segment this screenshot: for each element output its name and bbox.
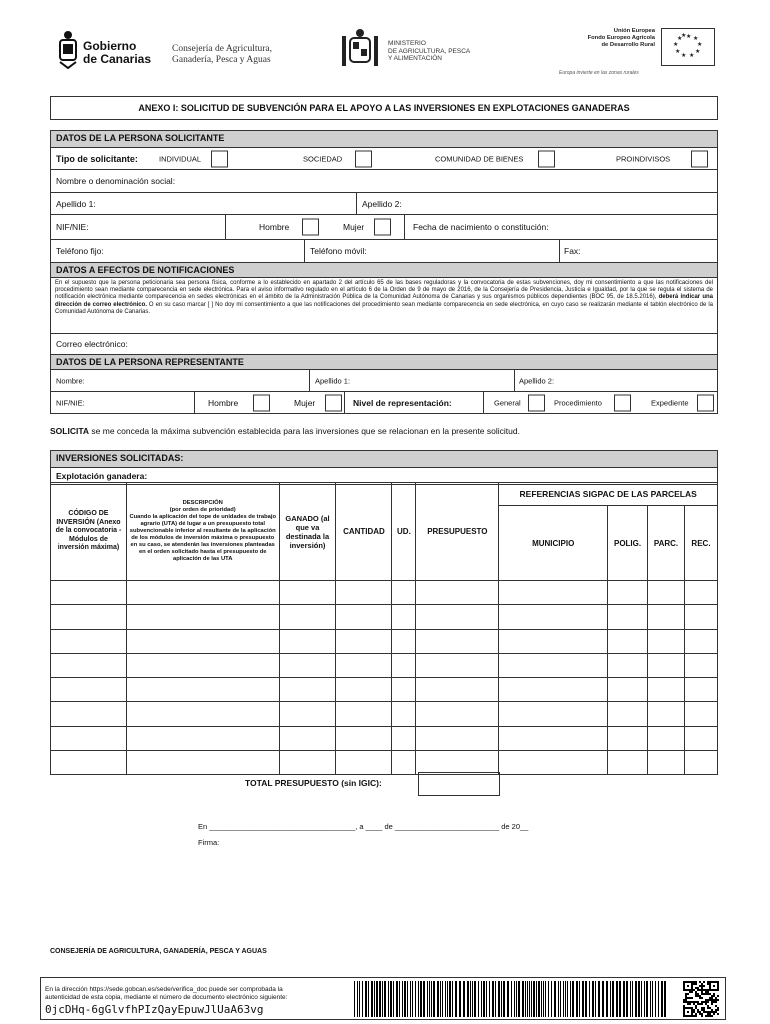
- nombre-field[interactable]: [51, 169, 717, 192]
- table-cell[interactable]: [608, 702, 648, 726]
- document-code: 0jcDHq-6gGlvfhPIzQayEpuwJlUaA63vg: [45, 1003, 264, 1016]
- table-cell[interactable]: [392, 751, 416, 775]
- table-cell[interactable]: [51, 702, 127, 726]
- eu-motto: Europa invierte en las zonas rurales: [559, 70, 639, 76]
- col-ganado: GANADO (al que va destinada la inversión): [279, 483, 336, 581]
- individual-checkbox[interactable]: [211, 150, 228, 167]
- canarias-coat-of-arms-icon: [56, 30, 80, 70]
- procedimiento-checkbox[interactable]: [614, 394, 631, 411]
- eu-flag-icon: [661, 28, 715, 66]
- table-cell[interactable]: [126, 653, 279, 677]
- rep-apellido1-label: Apellido 1:: [315, 376, 351, 385]
- footer-consejeria: CONSEJERÍA DE AGRICULTURA, GANADERÍA, PESCA Y AGUAS: [50, 948, 267, 955]
- table-cell[interactable]: [126, 581, 279, 605]
- movil-label: Teléfono móvil:: [310, 246, 367, 256]
- table-cell[interactable]: [279, 605, 336, 629]
- table-cell[interactable]: [648, 678, 685, 702]
- lugar-fecha-line: En ___________________________________, a ____ de _________________________ de 20__: [198, 822, 529, 831]
- table-cell[interactable]: [392, 702, 416, 726]
- verification-box: [40, 977, 726, 1020]
- table-cell[interactable]: [392, 726, 416, 750]
- table-cell[interactable]: [279, 726, 336, 750]
- notificaciones-text: En el supuesto que la persona peticionaria sea persona física, conforme a lo establecido en apartado 2 del artículo 65 de las bases reguladoras y la convocatoria de estas subvenciones, doy mi consentimiento a que las notificaciones del procedimiento sean mediante comparecencia en sede electrónica. Para el aviso informativo regulado en el artículo 6 de la Orden de 9 de mayo de 2016, de la Consejería de Presidencia, Justicia e Igualdad, por la que se regula el sistema de notificación electrónica mediante comparecencia en sedes electrónicas en el ámbito de la Administración Pública de la Comunidad Autónoma de Canarias y sus organismos públicos dependientes (BOC 95, de 18.5.2016), deberá indicar una dirección de correo electrónico. O en su caso marcar [ ] No doy mi consentimiento a que las notificaciones del procedimiento sean mediante comparecencia en sede electrónica, en cuyo caso se realizarán mediante el tablón electrónico de la Comunidad Autónoma de Canarias.: [51, 277, 717, 333]
- rep-hombre-label: Hombre: [208, 397, 239, 408]
- table-cell[interactable]: [608, 726, 648, 750]
- table-cell[interactable]: [336, 726, 392, 750]
- col-presupuesto: PRESUPUESTO: [416, 483, 499, 581]
- table-cell[interactable]: [51, 653, 127, 677]
- form-title: ANEXO I: SOLICITUD DE SUBVENCIÓN PARA EL APOYO A LAS INVERSIONES EN EXPLOTACIONES GANADERAS: [138, 103, 630, 113]
- telefono-label: Teléfono fijo:: [56, 246, 104, 256]
- spain-coat-of-arms-icon: [340, 28, 380, 72]
- proindivisos-checkbox[interactable]: [691, 150, 708, 167]
- table-cell[interactable]: [648, 653, 685, 677]
- procedimiento-label: Procedimiento: [554, 398, 602, 407]
- nivel-label: Nivel de representación:: [353, 397, 452, 408]
- barcode-icon: [354, 981, 669, 1017]
- table-cell[interactable]: [392, 629, 416, 653]
- table-cell[interactable]: [126, 629, 279, 653]
- table-cell[interactable]: [51, 629, 127, 653]
- firma-label: Firma:: [198, 838, 220, 847]
- table-cell[interactable]: [608, 678, 648, 702]
- table-cell[interactable]: [499, 653, 608, 677]
- table-cell[interactable]: [648, 581, 685, 605]
- sigpac-header: REFERENCIAS SIGPAC DE LAS PARCELAS: [499, 483, 718, 506]
- table-cell[interactable]: [126, 726, 279, 750]
- table-row: [51, 605, 718, 629]
- table-row: [51, 653, 718, 677]
- correo-label: Correo electrónico:: [56, 339, 128, 349]
- gov-name-line1: Gobierno: [83, 39, 137, 53]
- comunidad-label: COMUNIDAD DE BIENES: [435, 154, 524, 163]
- section-solicitante: DATOS DE LA PERSONA SOLICITANTE: [51, 131, 717, 147]
- table-cell[interactable]: [416, 678, 499, 702]
- svg-text:★: ★: [695, 48, 701, 55]
- rep-hombre-checkbox[interactable]: [253, 394, 270, 411]
- col-codigo: CÓDIGO DE INVERSIÓN (Anexo de la convocatoria - Módulos de inversión máxima): [51, 483, 127, 581]
- table-cell[interactable]: [608, 629, 648, 653]
- table-cell[interactable]: [51, 581, 127, 605]
- comunidad-checkbox[interactable]: [538, 150, 555, 167]
- table-cell[interactable]: [279, 581, 336, 605]
- eu-line2: Fondo Europeo Agrícola: [587, 35, 655, 41]
- apellido1-label: Apellido 1:: [56, 198, 96, 209]
- table-cell[interactable]: [336, 581, 392, 605]
- table-cell[interactable]: [684, 605, 717, 629]
- gobierno-canarias-logo: [56, 30, 156, 70]
- gov-name-line2: de Canarias: [83, 52, 152, 66]
- verify-line2: autenticidad de esta copia, mediante el número de documento electrónico siguiente:: [45, 993, 288, 1001]
- total-presupuesto-field[interactable]: [418, 772, 500, 796]
- section-inversiones: INVERSIONES SOLICITADAS:: [51, 451, 717, 467]
- table-cell[interactable]: [499, 751, 608, 775]
- table-cell[interactable]: [499, 702, 608, 726]
- table-cell[interactable]: [684, 678, 717, 702]
- table-cell[interactable]: [126, 605, 279, 629]
- table-cell[interactable]: [416, 702, 499, 726]
- proindivisos-label: PROINDIVISOS: [616, 154, 671, 163]
- col-cantidad: CANTIDAD: [336, 483, 392, 581]
- table-cell[interactable]: [416, 726, 499, 750]
- rep-nif-label: NIF/NIE:: [56, 398, 85, 407]
- table-cell[interactable]: [126, 702, 279, 726]
- fecha-label: Fecha de nacimiento o constitución:: [413, 222, 549, 232]
- table-cell[interactable]: [336, 629, 392, 653]
- table-cell[interactable]: [416, 581, 499, 605]
- hombre-label: Hombre: [259, 222, 290, 232]
- individual-label: INDIVIDUAL: [159, 154, 202, 163]
- table-cell[interactable]: [648, 726, 685, 750]
- table-cell[interactable]: [416, 629, 499, 653]
- correo-field[interactable]: [51, 333, 717, 354]
- table-cell[interactable]: [684, 581, 717, 605]
- table-row: [51, 702, 718, 726]
- col-municipio: MUNICIPIO: [499, 506, 608, 581]
- section-representante: DATOS DE LA PERSONA REPRESENTANTE: [51, 354, 717, 369]
- rep-mujer-label: Mujer: [294, 397, 316, 408]
- total-presupuesto-label: TOTAL PRESUPUESTO (sin IGIC):: [245, 778, 382, 788]
- table-cell[interactable]: [336, 678, 392, 702]
- table-cell[interactable]: [416, 653, 499, 677]
- col-polig: POLIG.: [608, 506, 648, 581]
- solicita-statement: SOLICITA se me conceda la máxima subvención establecida para las inversiones que se relacionan en la presente solicitud.: [50, 426, 520, 436]
- svg-text:★: ★: [689, 52, 695, 59]
- table-cell[interactable]: [279, 653, 336, 677]
- mujer-label: Mujer: [343, 222, 365, 232]
- table-cell[interactable]: [608, 605, 648, 629]
- table-cell[interactable]: [684, 751, 717, 775]
- svg-text:★: ★: [686, 33, 692, 40]
- rep-mujer-checkbox[interactable]: [325, 394, 342, 411]
- table-cell[interactable]: [336, 702, 392, 726]
- table-cell[interactable]: [126, 751, 279, 775]
- apellido2-label: Apellido 2:: [362, 198, 402, 209]
- mujer-checkbox[interactable]: [374, 219, 391, 236]
- nombre-label: Nombre o denominación social:: [56, 176, 176, 186]
- svg-text:★: ★: [673, 41, 679, 48]
- table-cell[interactable]: [279, 702, 336, 726]
- svg-text:★: ★: [697, 41, 703, 48]
- inversiones-table: [50, 482, 718, 775]
- table-cell[interactable]: [279, 678, 336, 702]
- table-cell[interactable]: [392, 581, 416, 605]
- table-cell[interactable]: [126, 678, 279, 702]
- apellido2-field[interactable]: [356, 193, 717, 214]
- table-cell[interactable]: [336, 653, 392, 677]
- ministerio-line1: MINISTERIO: [388, 40, 426, 47]
- verify-line1: En la dirección https://sede.gobcan.es/sede/verifica_doc puede ser comprobada la: [45, 986, 283, 993]
- table-row: [51, 678, 718, 702]
- expediente-label: Expediente: [651, 398, 689, 407]
- col-parc: PARC.: [648, 506, 685, 581]
- table-cell[interactable]: [499, 581, 608, 605]
- ministerio-line2: DE AGRICULTURA, PESCA: [388, 47, 471, 55]
- table-cell[interactable]: [608, 751, 648, 775]
- svg-text:★: ★: [693, 35, 699, 42]
- rep-nombre-label: Nombre:: [56, 376, 85, 385]
- svg-text:★: ★: [675, 48, 681, 55]
- table-cell[interactable]: [648, 751, 685, 775]
- ministerio-line3: Y ALIMENTACIÓN: [388, 55, 442, 62]
- table-cell[interactable]: [51, 605, 127, 629]
- qr-code-icon: [683, 981, 719, 1017]
- rep-apellido2-label: Apellido 2:: [519, 376, 555, 385]
- table-cell[interactable]: [684, 726, 717, 750]
- general-checkbox[interactable]: [528, 394, 545, 411]
- table-cell[interactable]: [684, 629, 717, 653]
- nif-label: NIF/NIE:: [56, 222, 89, 232]
- table-cell[interactable]: [51, 726, 127, 750]
- table-cell[interactable]: [279, 629, 336, 653]
- col-rec: REC.: [684, 506, 717, 581]
- svg-text:★: ★: [677, 35, 683, 42]
- table-cell[interactable]: [392, 678, 416, 702]
- table-cell[interactable]: [648, 629, 685, 653]
- eu-feader-logo: [545, 28, 715, 78]
- table-row: [51, 581, 718, 605]
- table-cell[interactable]: [499, 605, 608, 629]
- table-cell[interactable]: [336, 605, 392, 629]
- svg-text:★: ★: [681, 52, 687, 59]
- table-cell[interactable]: [608, 581, 648, 605]
- table-cell[interactable]: [392, 605, 416, 629]
- table-cell[interactable]: [684, 702, 717, 726]
- expediente-checkbox[interactable]: [697, 394, 714, 411]
- table-cell[interactable]: [499, 629, 608, 653]
- table-cell[interactable]: [684, 653, 717, 677]
- fax-label: Fax:: [564, 246, 581, 256]
- explotacion-label: Explotación ganadera:: [56, 471, 148, 481]
- table-cell[interactable]: [648, 702, 685, 726]
- ministerio-logo: [340, 28, 480, 72]
- hombre-checkbox[interactable]: [302, 219, 319, 236]
- col-ud: UD.: [392, 483, 416, 581]
- table-cell[interactable]: [392, 653, 416, 677]
- general-label: General: [494, 398, 521, 407]
- col-descripcion: DESCRIPCIÓN (por orden de prioridad) Cuando la aplicación del tope de unidades de trabajo agrario (UTA) dé lugar a un presupuesto total subvencionable inferior al resultante de la aplicación de los módulos de inversión máxima o presupuesto en su caso, se atenderán las inversiones planteadas en el orden solicitado hasta el presupuesto de aplicación de las UTA: [126, 483, 279, 581]
- table-cell[interactable]: [608, 653, 648, 677]
- table-row: [51, 751, 718, 775]
- table-cell[interactable]: [279, 751, 336, 775]
- table-row: [51, 726, 718, 750]
- table-cell[interactable]: [51, 751, 127, 775]
- table-row: [51, 629, 718, 653]
- sociedad-checkbox[interactable]: [355, 150, 372, 167]
- sociedad-label: SOCIEDAD: [303, 154, 343, 163]
- svg-text:★: ★: [681, 32, 687, 39]
- eu-line1: Unión Europea: [613, 28, 655, 34]
- table-cell[interactable]: [648, 605, 685, 629]
- table-cell[interactable]: [336, 751, 392, 775]
- table-cell[interactable]: [499, 726, 608, 750]
- eu-line3: de Desarrollo Rural: [601, 42, 655, 48]
- consejeria-line2: Ganadería, Pesca y Aguas: [172, 55, 271, 65]
- consejeria-line1: Consejería de Agricultura,: [172, 44, 272, 54]
- table-cell[interactable]: [416, 605, 499, 629]
- section-notificaciones: DATOS A EFECTOS DE NOTIFICACIONES: [51, 262, 717, 277]
- tipo-solicitante-label: Tipo de solicitante:: [56, 153, 138, 164]
- table-cell[interactable]: [51, 678, 127, 702]
- table-cell[interactable]: [499, 678, 608, 702]
